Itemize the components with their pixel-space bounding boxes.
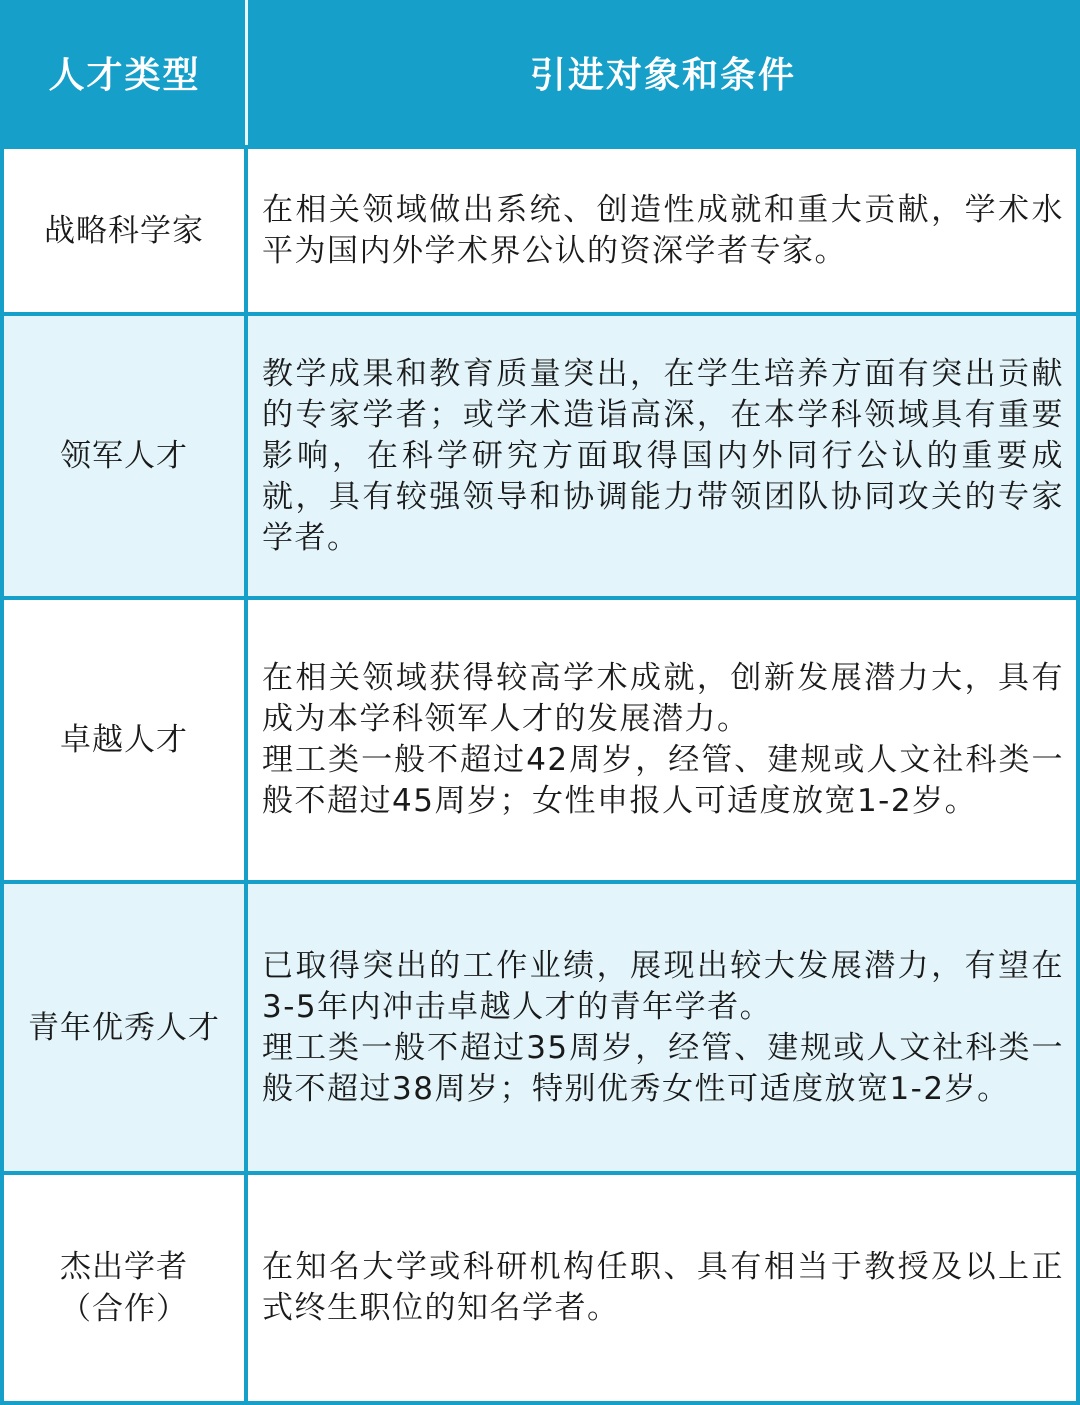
- conditions-paragraph: 理工类一般不超过35周岁，经管、建规或人文社科类一般不超过38周岁；特别优秀女性可适度放宽1-2岁。: [262, 1029, 1064, 1107]
- conditions-paragraph: 在相关领域做出系统、创造性成就和重大贡献，学术水平为国内外学术界公认的资深学者专家。: [262, 191, 1064, 269]
- table-row: [4, 145, 1076, 312]
- talent-type-label: 卓越人才: [60, 722, 188, 758]
- table-row: [4, 596, 1076, 880]
- talent-type-line: （合作）: [60, 1291, 188, 1327]
- conditions-text: [262, 658, 1064, 822]
- type-cell: [4, 149, 248, 312]
- header-cell-type: [4, 0, 248, 145]
- header-type-label: 人才类型: [48, 55, 201, 96]
- talent-type-label: 领军人才: [60, 438, 188, 474]
- type-cell: [4, 884, 248, 1171]
- conditions-cell: [248, 1175, 1076, 1401]
- conditions-paragraph: 在相关领域获得较高学术成就，创新发展潜力大，具有成为本学科领军人才的发展潜力。: [262, 660, 1064, 737]
- conditions-cell: [248, 149, 1076, 312]
- table-header: [4, 0, 1076, 145]
- talent-type-label: 战略科学家: [44, 212, 204, 249]
- type-cell: [4, 1175, 248, 1401]
- conditions-paragraph: 教学成果和教育质量突出，在学生培养方面有突出贡献的专家学者；或学术造诣高深，在本学科领域具有重要影响，在科学研究方面取得国内外同行公认的重要成就，具有较强领导和协调能力带领团队协同攻关的专家学者。: [262, 355, 1064, 556]
- type-cell: [4, 316, 248, 596]
- conditions-paragraph: 已取得突出的工作业绩，展现出较大发展潜力，有望在3-5年内冲击卓越人才的青年学者。: [262, 947, 1064, 1025]
- conditions-paragraph: 理工类一般不超过42周岁，经管、建规或人文社科类一般不超过45周岁；女性申报人可适度放宽1-2岁。: [262, 742, 1064, 819]
- conditions-text: [262, 354, 1064, 559]
- conditions-cell: [248, 316, 1076, 596]
- talent-type-label: 青年优秀人才: [28, 1009, 220, 1046]
- header-conditions-label: 引进对象和条件: [529, 55, 796, 96]
- conditions-paragraph: 在知名大学或科研机构任职、具有相当于教授及以上正式终生职位的知名学者。: [262, 1249, 1064, 1326]
- conditions-text: [262, 190, 1064, 272]
- conditions-text: [262, 1247, 1064, 1329]
- talent-type-line: 杰出学者: [60, 1249, 188, 1285]
- table-row: [4, 312, 1076, 596]
- table-row: [4, 880, 1076, 1171]
- conditions-cell: [248, 600, 1076, 880]
- conditions-text: [262, 946, 1064, 1110]
- talent-type-label: [60, 1246, 188, 1330]
- conditions-cell: [248, 884, 1076, 1171]
- header-cell-conditions: [248, 0, 1076, 145]
- type-cell: [4, 600, 248, 880]
- table-row: [4, 1171, 1076, 1401]
